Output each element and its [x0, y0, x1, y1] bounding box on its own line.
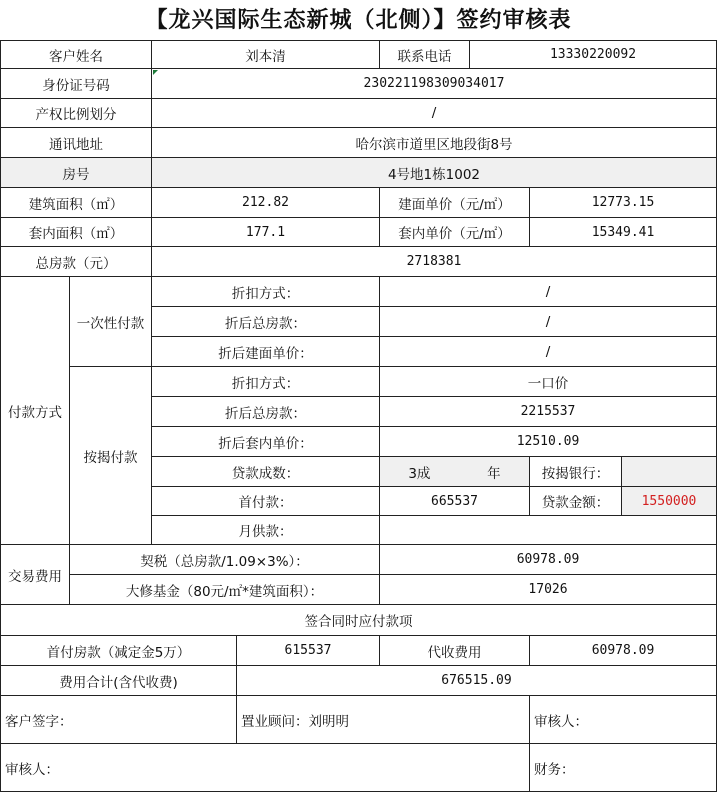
phone-value: 13330220092	[470, 40, 717, 69]
mortgage-total-label: 折后总房款：	[152, 397, 380, 427]
address-label: 通讯地址	[0, 128, 152, 158]
inner-area-label: 套内面积（㎡）	[0, 218, 152, 247]
fees-label: 交易费用	[0, 545, 70, 605]
reviewer-label: 审核人：	[530, 696, 717, 744]
inner-area-value: 177.1	[152, 218, 380, 247]
deed-tax-label: 契税（总房款/1.09×3%）：	[70, 545, 380, 575]
customer-signature-label: 客户签字：	[0, 696, 237, 744]
down-payment-label: 首付款：	[152, 487, 380, 516]
bank-label: 按揭银行：	[530, 457, 622, 487]
mortgage-total-value: 2215537	[380, 397, 717, 427]
mortgage-unit-value: 12510.09	[380, 427, 717, 457]
customer-name-label: 客户姓名	[0, 40, 152, 69]
monthly-payment-label: 月供款：	[152, 516, 380, 545]
lump-unit-label: 折后建面单价：	[152, 337, 380, 367]
total-price-label: 总房款（元）	[0, 247, 152, 277]
inner-price-value: 15349.41	[530, 218, 717, 247]
lump-discount-value: /	[380, 277, 717, 307]
mortgage-discount-label: 折扣方式：	[152, 367, 380, 397]
total-price-value: 2718381	[152, 247, 717, 277]
build-area-value: 212.82	[152, 188, 380, 218]
reviewer-2-label: 审核人：	[0, 744, 530, 792]
review-form	[0, 40, 717, 792]
collected-fees-label: 代收费用	[380, 636, 530, 666]
finance-label: 财务：	[530, 744, 717, 792]
loan-amount-value: 1550000	[622, 487, 717, 516]
consultant-label: 置业顾问：	[241, 713, 309, 730]
id-number-value: 230221198309034017	[152, 69, 717, 99]
consultant-cell	[237, 696, 530, 744]
cell-comment-marker	[153, 70, 158, 75]
build-price-label: 建面单价（元/㎡）	[380, 188, 530, 218]
build-area-label: 建筑面积（㎡）	[0, 188, 152, 218]
repair-fund-value: 17026	[380, 575, 717, 605]
room-value: 4号地1栋1002	[152, 158, 717, 188]
id-number-label: 身份证号码	[0, 69, 152, 99]
monthly-payment-value	[380, 516, 717, 545]
lump-total-label: 折后总房款：	[152, 307, 380, 337]
consultant-name: 刘明明	[308, 713, 349, 730]
bank-value	[622, 457, 717, 487]
page-title: 【龙兴国际生态新城（北侧）】签约审核表	[145, 8, 572, 33]
signing-down-label: 首付房款（减定金5万）	[0, 636, 237, 666]
mortgage-unit-label: 折后套内单价：	[152, 427, 380, 457]
lump-sum-label: 一次性付款	[70, 277, 152, 367]
lump-unit-value: /	[380, 337, 717, 367]
phone-label: 联系电话	[380, 40, 470, 69]
ownership-share-value: /	[152, 99, 717, 128]
fee-total-value: 676515.09	[237, 666, 717, 696]
loan-ratio: 3成	[408, 465, 431, 482]
fee-total-label: 费用合计(含代收费)	[0, 666, 237, 696]
loan-ratio-label: 贷款成数：	[152, 457, 380, 487]
signing-header: 签合同时应付款项	[0, 605, 717, 636]
payment-method-label: 付款方式	[0, 277, 70, 545]
mortgage-discount-value: 一口价	[380, 367, 717, 397]
down-payment-value: 665537	[380, 487, 530, 516]
loan-ratio-value	[380, 457, 530, 487]
ownership-share-label: 产权比例划分	[0, 99, 152, 128]
deed-tax-value: 60978.09	[380, 545, 717, 575]
signing-down-value: 615537	[237, 636, 380, 666]
collected-fees-value: 60978.09	[530, 636, 717, 666]
build-price-value: 12773.15	[530, 188, 717, 218]
lump-total-value: /	[380, 307, 717, 337]
loan-amount-label: 贷款金额：	[530, 487, 622, 516]
mortgage-label: 按揭付款	[70, 367, 152, 545]
loan-years-unit: 年	[487, 465, 501, 482]
room-label: 房号	[0, 158, 152, 188]
inner-price-label: 套内单价（元/㎡）	[380, 218, 530, 247]
lump-discount-label: 折扣方式：	[152, 277, 380, 307]
address-value: 哈尔滨市道里区地段街8号	[152, 128, 717, 158]
repair-fund-label: 大修基金（80元/㎡*建筑面积）：	[70, 575, 380, 605]
customer-name-value: 刘本清	[152, 40, 380, 69]
